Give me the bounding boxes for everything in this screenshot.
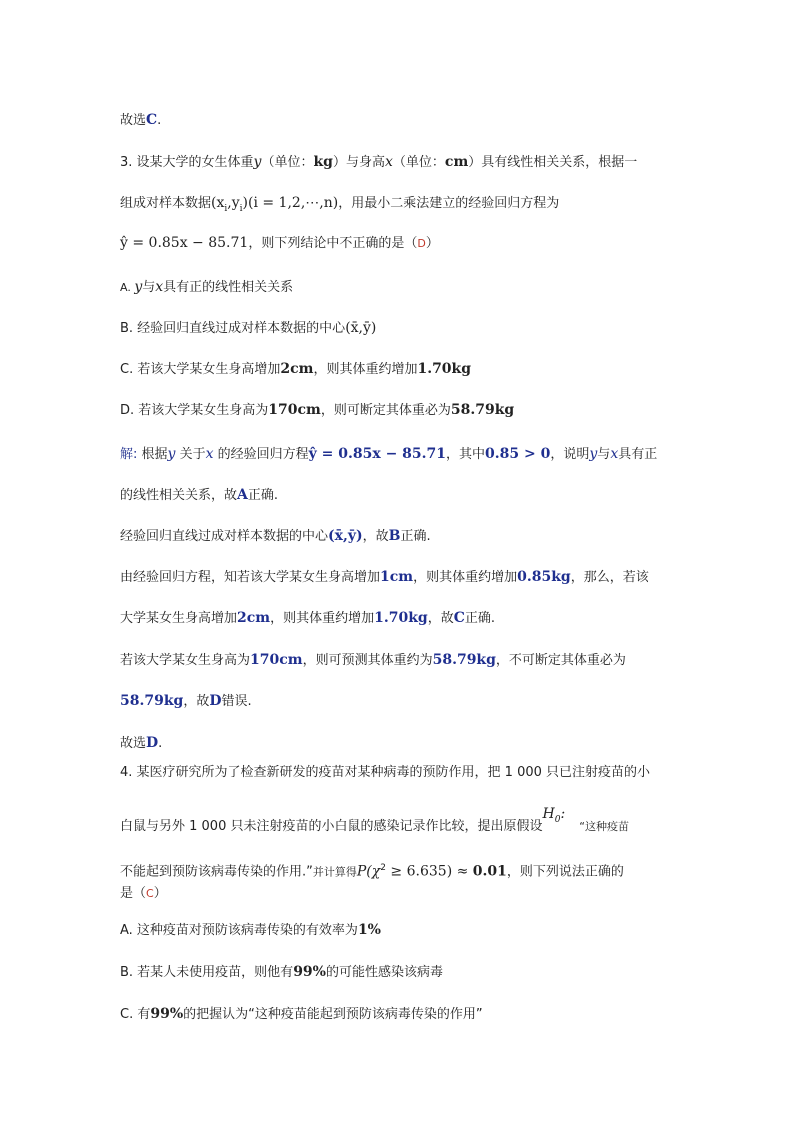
option-d: [120, 400, 514, 421]
question-3-line-1: [120, 152, 637, 173]
value: 58.79kg: [450, 402, 515, 418]
text: ，则其体重约增加: [270, 611, 375, 626]
text: C. 若该大学某女生身高增加: [120, 362, 281, 377]
text: 的线性相关关系，故: [120, 488, 238, 503]
text: 正确.: [400, 529, 431, 544]
text: 并计算得: [312, 865, 357, 879]
text: 大学某女生身高增加: [120, 611, 238, 626]
math: ≥ 6.635) ≈: [385, 863, 473, 880]
answer-letter: D: [146, 735, 159, 751]
math: ,y: [227, 195, 240, 211]
text: 与: [142, 280, 156, 295]
text: ，那么，若该: [570, 570, 649, 585]
value: 58.79kg: [120, 693, 184, 709]
math-y: y: [167, 446, 176, 462]
text: ，则其体重约增加: [313, 362, 418, 377]
value: 99%: [293, 964, 326, 980]
text: 具有正的线性相关关系: [163, 280, 294, 295]
solution-line-6: [120, 650, 626, 671]
solution-label: 解:: [120, 447, 138, 462]
text: ）: [425, 236, 439, 251]
option-b: [120, 318, 376, 339]
text: 错误.: [221, 694, 252, 709]
solution-line-5: [120, 608, 495, 629]
math-x: x: [205, 446, 214, 462]
solution-line-1: [120, 444, 657, 465]
math-x: x: [610, 446, 619, 462]
text: ，则其体重约增加: [413, 570, 518, 585]
answer-letter: D: [417, 237, 426, 250]
q4-option-a: [120, 920, 381, 941]
unit-kg: kg: [313, 154, 333, 170]
answer-letter: C: [146, 887, 154, 900]
value: 2cm: [280, 361, 314, 377]
text: 与: [597, 447, 611, 462]
math: )(i = 1,2,⋯,n): [242, 195, 339, 211]
subscript: 0: [554, 814, 561, 825]
math-x: x: [385, 154, 393, 170]
solution-line-4: [120, 567, 649, 588]
text: ）具有线性相关关系，根据一: [468, 155, 638, 170]
text: 是（: [120, 886, 147, 901]
text: ）: [153, 886, 167, 901]
math-y: y: [134, 279, 143, 295]
answer-letter: D: [209, 693, 222, 709]
inequality: 0.85 > 0: [485, 446, 551, 462]
regression-equation: ŷ = 0.85x − 85.71: [308, 446, 447, 462]
math-x: x: [155, 279, 164, 295]
value: 0.01: [472, 863, 507, 880]
text: 具有正: [618, 447, 658, 462]
option-c: [120, 359, 471, 380]
text: ，说明: [550, 447, 590, 462]
text: 关于: [175, 447, 206, 462]
text: ，则可预测其体重约为: [302, 653, 433, 668]
answer-letter: C: [146, 112, 158, 128]
text: 故选: [120, 113, 147, 128]
math-y: y: [253, 154, 262, 170]
text: ，则下列说法正确的: [506, 864, 624, 880]
math-y: y: [589, 446, 598, 462]
answer-letter: C: [453, 610, 465, 626]
text: 的可能性感染该病毒: [325, 965, 443, 980]
text: （单位：: [261, 155, 314, 170]
value: 1cm: [380, 569, 414, 585]
text: 组成对样本数据: [120, 196, 212, 211]
solution-line-7: [120, 691, 252, 712]
unit-cm: cm: [444, 154, 469, 170]
text: ，故: [183, 694, 210, 709]
sample-data: [211, 195, 339, 214]
option-label: A.: [120, 281, 135, 294]
text: 正确.: [464, 611, 496, 626]
text: .: [157, 113, 162, 128]
text: .: [158, 736, 163, 751]
text: D. 若该大学某女生身高为: [120, 403, 269, 418]
text: 若该大学某女生身高为: [120, 653, 251, 668]
value: 58.79kg: [432, 652, 496, 668]
text: ，不可断定其体重必为: [495, 653, 626, 668]
text: B. 若某人未使用疫苗，则他有: [120, 965, 294, 980]
text: C. 有: [120, 1007, 151, 1022]
text: ，故: [427, 611, 454, 626]
subscript: i: [239, 203, 243, 214]
math: H: [542, 806, 555, 822]
conclusion-line-1: [120, 110, 161, 131]
text: A. 这种疫苗对预防该病毒传染的有效率为: [120, 923, 358, 938]
question-4-line-1: [120, 763, 650, 783]
text: ，则可断定其体重必为: [320, 403, 451, 418]
value: 170cm: [250, 652, 303, 668]
text: 的经验回归方程: [213, 447, 309, 462]
math: :: [560, 806, 566, 822]
text: “这种疫苗: [579, 820, 629, 833]
text: ，用最小二乘法建立的经验回归方程为: [338, 196, 560, 211]
text: （单位：: [392, 155, 445, 170]
value: 1%: [357, 922, 381, 938]
subscript: i: [224, 203, 228, 214]
hypothesis-h0: [542, 806, 566, 825]
center-point: (x̄,ȳ): [345, 320, 377, 336]
regression-equation: ŷ = 0.85x − 85.71: [120, 235, 249, 251]
text: 不能起到预防该病毒传染的作用.”: [120, 864, 313, 880]
option-a: [120, 277, 293, 298]
center-point: (x̄,ȳ): [328, 528, 363, 544]
question-4-line-2: [120, 806, 629, 842]
text: ，故: [362, 529, 389, 544]
text: 正确.: [247, 488, 279, 503]
text: 经验回归直线过成对样本数据的中心: [120, 529, 329, 544]
superscript: 2: [380, 863, 386, 873]
text: 3. 设某大学的女生体重: [120, 155, 254, 170]
text: ，其中: [446, 447, 486, 462]
value: 1.70kg: [374, 610, 428, 626]
text: 4. 某医疗研究所为了检查新研发的疫苗对某种病毒的预防作用，把 1 000 只已注射疫苗的小: [120, 765, 651, 780]
solution-line-2: [120, 485, 278, 506]
text: 白鼠与另外 1 000 只未注射疫苗的小白鼠的感染记录作比较，提出原假设: [120, 819, 543, 834]
q4-option-b: [120, 962, 443, 983]
text: 故选: [120, 736, 147, 751]
question-4-line-3: [120, 858, 624, 882]
question-3-line-3: [120, 233, 439, 254]
value: 0.85kg: [517, 569, 571, 585]
text: ）与身高: [332, 155, 385, 170]
q4-option-c: [120, 1004, 483, 1025]
question-4-line-4: [120, 884, 167, 904]
text: 的把握认为“这种疫苗能起到预防该病毒传染的作用”: [183, 1007, 483, 1022]
value: 99%: [150, 1006, 184, 1022]
value: 1.70kg: [417, 361, 472, 377]
value: 2cm: [237, 610, 271, 626]
math: P(χ: [356, 863, 381, 880]
math: (x: [211, 195, 225, 211]
answer-letter: B: [388, 528, 401, 544]
text: B. 经验回归直线过成对样本数据的中心: [120, 321, 346, 336]
conclusion-line-2: [120, 733, 162, 754]
text: ，则下列结论中不正确的是（: [248, 236, 418, 251]
text: 根据: [137, 447, 168, 462]
answer-letter: A: [237, 487, 248, 503]
solution-line-3: [120, 526, 431, 547]
question-3-line-2: [120, 193, 559, 219]
text: 由经验回归方程，知若该大学某女生身高增加: [120, 570, 381, 585]
value: 170cm: [268, 402, 321, 418]
